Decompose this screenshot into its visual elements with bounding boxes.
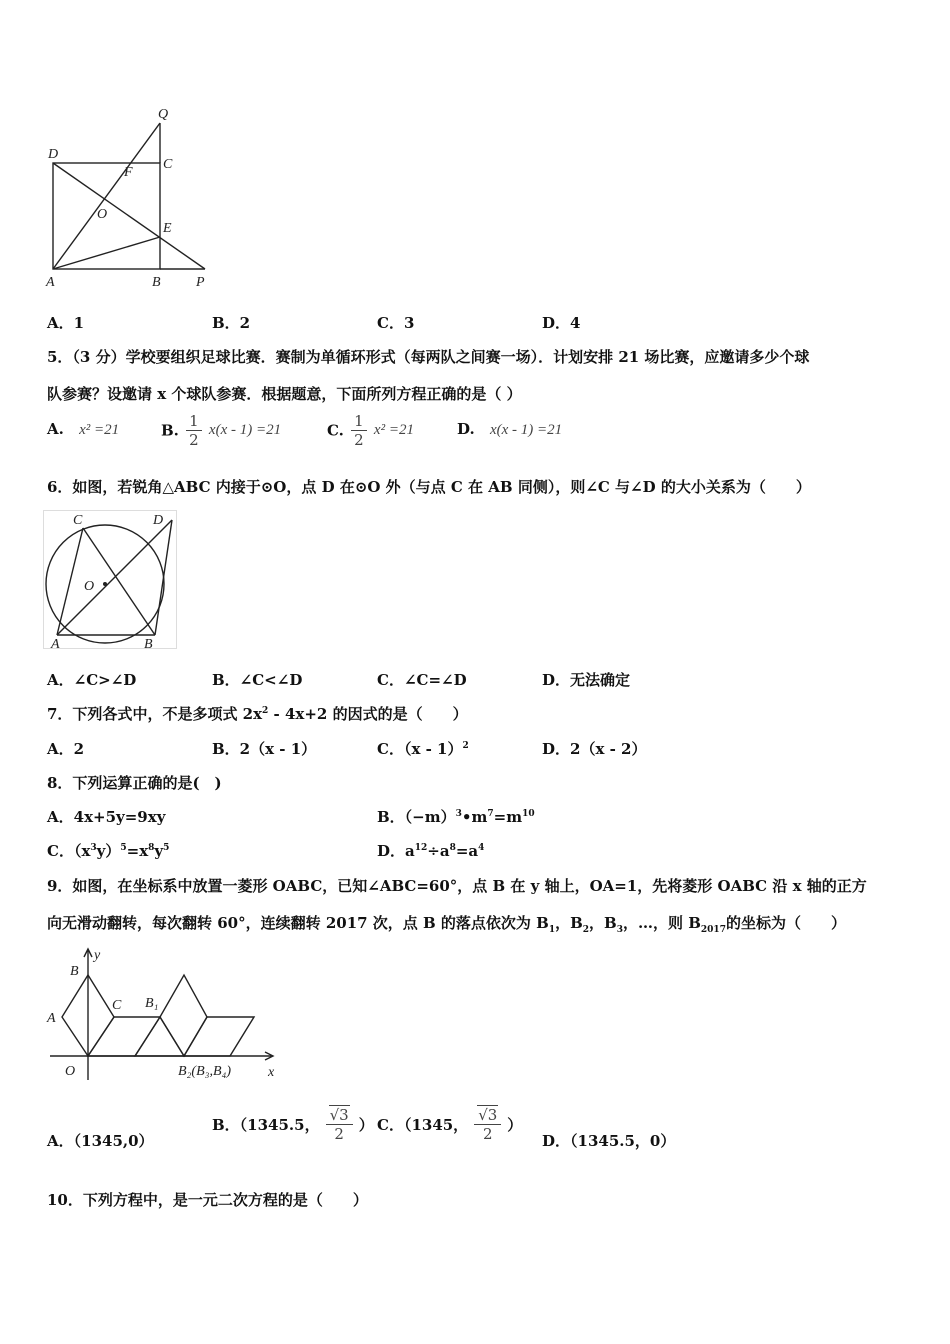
q4-option-b[interactable]: B．2	[212, 314, 251, 332]
q5-option-b[interactable]	[161, 412, 281, 449]
q9-sep1: ，B	[555, 914, 583, 932]
q9-c-prefix: C．（1345，	[377, 1116, 469, 1134]
q9-label-c: C	[112, 998, 122, 1013]
q4-label-b: B	[152, 275, 161, 290]
q9-rhombus-4	[160, 975, 207, 1056]
q9-label-x: x	[268, 1065, 275, 1080]
q9-option-d[interactable]: D．（1345.5，0）	[542, 1132, 676, 1150]
q4-label-d: D	[48, 147, 59, 162]
q9-b-num-wrap	[326, 1106, 353, 1125]
q9-c-num-wrap	[474, 1106, 501, 1125]
q8-option-a[interactable]: A．4x+5y=9xy	[47, 808, 166, 826]
q5-c-num: 1	[351, 412, 367, 431]
q7-stem	[47, 703, 468, 724]
q6-label-a: A	[51, 637, 60, 650]
q8-option-b[interactable]	[377, 806, 535, 827]
q8-c-mid: y）	[96, 842, 121, 860]
q4-label-a: A	[46, 275, 55, 290]
q5-option-c-label: C.	[327, 421, 344, 440]
q9-c-num: √3	[478, 1106, 498, 1124]
q8-d-sup2: 8	[449, 843, 456, 853]
q8-option-c[interactable]	[47, 840, 169, 861]
q7-option-c-sup: 2	[462, 741, 469, 751]
q4-label-f: F	[124, 165, 133, 180]
q4-figure	[40, 100, 220, 295]
q5-option-d[interactable]	[457, 420, 562, 439]
q5-option-a[interactable]	[47, 420, 119, 439]
q7-option-b[interactable]: B．2（x - 1）	[212, 740, 317, 758]
q9-figure	[40, 945, 285, 1090]
q6-label-c: C	[73, 513, 83, 528]
q4-label-q: Q	[158, 107, 169, 122]
q4-option-a[interactable]: A．1	[47, 314, 85, 332]
q4-option-d[interactable]: D．4	[542, 314, 581, 332]
q6-label-d: D	[153, 513, 164, 528]
q8-stem: 8．下列运算正确的是( )	[47, 774, 222, 792]
q8-b-prefix: B．（−m）	[377, 808, 456, 826]
q8-c-sup2: 5	[120, 843, 127, 853]
q5-option-b-label: B.	[161, 421, 179, 440]
q7-stem-prefix: 7．下列各式中，不是多项式 2x	[47, 705, 263, 723]
q9-b-suffix: ）	[358, 1116, 374, 1134]
q9-sep2: ，B	[589, 914, 617, 932]
q8-d-mid: ÷a	[427, 842, 450, 860]
q9-label-b: B	[70, 964, 79, 979]
q4-label-c: C	[163, 157, 173, 172]
q7-stem-sup: 2	[262, 706, 269, 716]
q9-rhombus-5	[184, 1017, 254, 1056]
q5-c-den: 2	[354, 431, 364, 449]
q8-c-sup4: 5	[163, 843, 170, 853]
q8-b-mid: •m	[461, 808, 488, 826]
q9-stem-line2	[47, 912, 846, 935]
q5-b-den: 2	[189, 431, 199, 449]
q6-stem: 6．如图，若锐角△ABC 内接于⊙O，点 D 在⊙O 外（与点 C 在 AB 同侧），则∠C 与∠D 的大小关系为（ ）	[47, 478, 811, 496]
q9-option-a[interactable]: A．（1345,0）	[47, 1132, 154, 1150]
q6-label-b: B	[144, 637, 153, 650]
q8-b-sup3: 10	[522, 809, 535, 819]
q8-d-sup3: 4	[478, 843, 485, 853]
q6-option-b[interactable]: B．∠C<∠D	[212, 671, 303, 689]
q8-d-eq: =a	[455, 842, 479, 860]
q9-label-a: A	[47, 1011, 56, 1026]
q9-sub4: 2017	[700, 925, 726, 935]
q9-b-fraction	[326, 1106, 353, 1143]
q8-c-y: y	[154, 842, 164, 860]
q9-label-b2: B₂(B₃,B₄)	[178, 1064, 232, 1079]
line-aq	[53, 123, 160, 269]
q7-option-d[interactable]: D．2（x - 2）	[542, 740, 647, 758]
q10-stem: 10．下列方程中，是一元二次方程的是（ ）	[47, 1191, 368, 1209]
q5-b-num: 1	[186, 412, 202, 431]
q8-c-prefix: C．（x	[47, 842, 91, 860]
q8-option-d[interactable]	[377, 840, 484, 861]
q8-c-eq: =x	[126, 842, 149, 860]
q8-d-prefix: D．a	[377, 842, 415, 860]
q5-option-a-label: A.	[47, 420, 64, 438]
q9-sub1: 1	[548, 925, 556, 935]
q9-b-num: √3	[329, 1106, 349, 1124]
q9-c-den: 2	[482, 1125, 493, 1143]
q5-option-d-expr: x(x - 1) =21	[489, 422, 563, 438]
q5-option-b-expr: x(x - 1) =21	[208, 422, 282, 438]
q8-b-sup2: 7	[487, 809, 494, 819]
q9-option-b[interactable]	[212, 1106, 374, 1143]
q9-sub3: 3	[616, 925, 623, 935]
q5-option-c-expr: x² =21	[373, 422, 414, 438]
q6-option-c[interactable]: C．∠C=∠D	[377, 671, 467, 689]
q6-figure	[43, 510, 178, 650]
q9-label-o: O	[65, 1064, 76, 1079]
q9-stem-line1: 9．如图，在坐标系中放置一菱形 OABC，已知∠ABC=60°，点 B 在 y 轴上，OA=1，先将菱形 OABC 沿 x 轴的正方	[47, 877, 867, 895]
q9-line2-suffix: 的坐标为（ ）	[725, 914, 846, 932]
q9-line2-prefix: 向无滑动翻转，每次翻转 60°，连续翻转 2017 次，点 B 的落点依次为 B	[47, 914, 549, 932]
q9-option-c[interactable]	[377, 1106, 522, 1143]
q9-label-b1: B₁	[145, 996, 159, 1011]
q9-rhombus-2	[88, 1017, 160, 1056]
q9-label-y: y	[94, 948, 101, 963]
q8-c-sup3: 8	[148, 843, 155, 853]
q9-rhombus-3	[135, 1017, 184, 1056]
q5-stem-line1: 5．（3 分）学校要组织足球比赛．赛制为单循环形式（每两队之间赛一场）．计划安排 21 场比赛，应邀请多少个球	[47, 348, 810, 366]
q8-d-sup1: 12	[414, 843, 428, 853]
q6-center-dot	[103, 582, 107, 586]
q5-option-a-expr: x² =21	[79, 422, 120, 438]
q4-label-e: E	[163, 221, 172, 236]
q7-option-c[interactable]	[377, 738, 469, 759]
q9-c-fraction	[474, 1106, 501, 1143]
q5-stem-line2: 队参赛？设邀请 x 个球队参赛．根据题意，下面所列方程正确的是（ ）	[47, 385, 522, 403]
q8-b-sup1: 3	[455, 809, 462, 819]
q7-option-c-text: C．（x - 1）	[377, 740, 463, 758]
q7-option-a[interactable]: A．2	[47, 740, 85, 758]
q6-option-a[interactable]: A．∠C>∠D	[47, 671, 137, 689]
q7-stem-suffix: - 4x+2 的因式的是（ ）	[268, 705, 468, 723]
q5-option-d-label: D.	[457, 420, 475, 438]
q5-option-c-fraction	[351, 412, 367, 449]
q9-b-prefix: B．（1345.5，	[212, 1116, 320, 1134]
q4-label-p: P	[196, 275, 205, 290]
q4-option-c[interactable]: C．3	[377, 314, 415, 332]
q9-c-suffix: ）	[507, 1116, 523, 1134]
q8-b-eq: =m	[493, 808, 523, 826]
q5-option-c[interactable]	[327, 412, 414, 449]
q8-c-sup1: 3	[90, 843, 97, 853]
q6-label-o: O	[84, 579, 95, 594]
q9-line2-mid: ，…，则 B	[623, 914, 701, 932]
q5-option-b-fraction	[186, 412, 202, 449]
q4-label-o: O	[97, 207, 108, 222]
q9-b-den: 2	[334, 1125, 344, 1143]
q9-sub2: 2	[582, 925, 590, 935]
line-ae	[53, 237, 160, 269]
q6-option-d[interactable]: D．无法确定	[542, 671, 631, 689]
